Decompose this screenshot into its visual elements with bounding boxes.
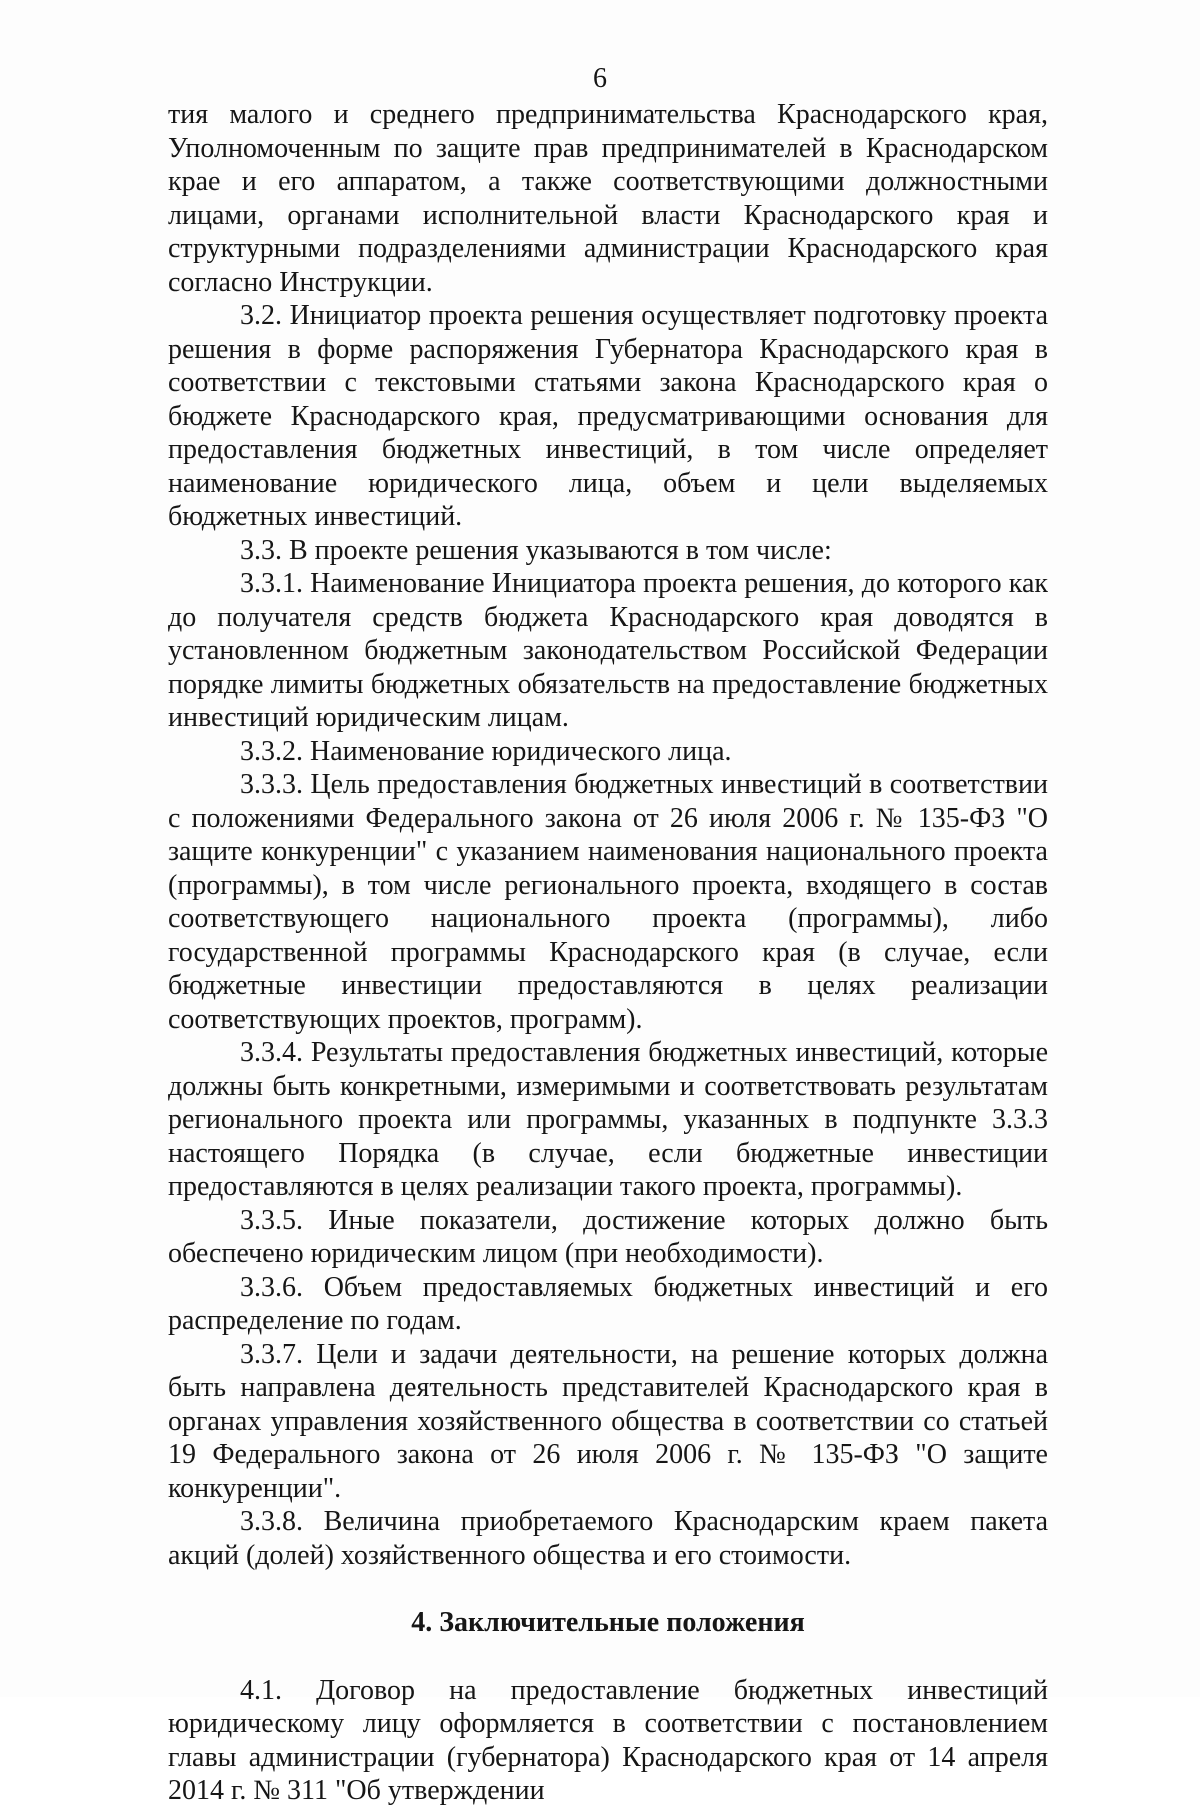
paragraph-3-3-8: 3.3.8. Величина приобретаемого Краснодарским краем пакета акций (долей) хозяйственного общества и его стоимости. [168, 1506, 1048, 1571]
section-heading: 4. Заключительные положения [411, 1607, 805, 1638]
paragraph-3-3-3: 3.3.3. Цель предоставления бюджетных инвестиций в соответствии с положениями Федерального закона от 26 июля 2006 г. № 135-ФЗ "О защите конкуренции" с указанием наименования национального проекта (программы), в том числе регионального проекта, входящего в состав соответствующего национального проекта (программы), либо государственной программы Краснодарского края (в случае, если бюджетные инвестиции предоставляются в целях реализации соответствующих проектов, программ). [168, 769, 1048, 1035]
document-body [168, 98, 1048, 1808]
paragraph-3-3: 3.3. В проекте решения указываются в том числе: [240, 534, 832, 566]
paragraph-3-3-6: 3.3.6. Объем предоставляемых бюджетных инвестиций и его распределение по годам. [168, 1271, 1048, 1336]
paragraph-3-3-4: 3.3.4. Результаты предоставления бюджетных инвестиций, которые должны быть конкретными, измеримыми и соответствовать результатам регионального проекта или программы, указанных в подпункте 3.3.3 настоящего Порядка (в случае, если бюджетные инвестиции предоставляются в целях реализации такого проекта, программы). [168, 1037, 1048, 1202]
paragraph-continuation: тия малого и среднего предпринимательства Краснодарского края, Уполномоченным по защите прав предпринимателей в Краснодарском крае и его аппаратом, а также соответствующими должностными лицами, органами исполнительной власти Краснодарского края и структурными подразделениями администрации Краснодарского края согласно Инструкции. [168, 99, 1048, 298]
page-number: 6 [593, 63, 607, 94]
paragraph-3-3-1: 3.3.1. Наименование Инициатора проекта решения, до которого как до получателя средств бюджета Краснодарского края доводятся в установленном бюджетным законодательством Российской Федерации порядке лимиты бюджетных обязательств на предоставление бюджетных инвестиций юридическим лицам. [168, 568, 1048, 733]
paragraph-3-3-5: 3.3.5. Иные показатели, достижение которых должно быть обеспечено юридическим лицом (при необходимости). [168, 1204, 1048, 1269]
paragraph-4-1: 4.1. Договор на предоставление бюджетных инвестиций юридическому лицу оформляется в соответствии с постановлением главы администрации (губернатора) Краснодарского края от 14 апреля 2014 г. № 311 "Об утверждении [168, 1674, 1048, 1806]
paragraph-3-3-7: 3.3.7. Цели и задачи деятельности, на решение которых должна быть направлена деятельность представителей Краснодарского края в органах управления хозяйственного общества в соответствии со статьей 19 Федерального закона от 26 июля 2006 г. № 135-ФЗ "О защите конкуренции". [168, 1338, 1048, 1504]
paragraph-3-2: 3.2. Инициатор проекта решения осуществляет подготовку проекта решения в форме распоряжения Губернатора Краснодарского края в соответствии с текстовыми статьями закона Краснодарского края о бюджете Краснодарского края, предусматривающими основания для предоставления бюджетных инвестиций, в том числе определяет наименование юридического лица, объем и цели выделяемых бюджетных инвестиций. [168, 300, 1048, 532]
paragraph-3-3-2: 3.3.2. Наименование юридического лица. [240, 735, 732, 767]
